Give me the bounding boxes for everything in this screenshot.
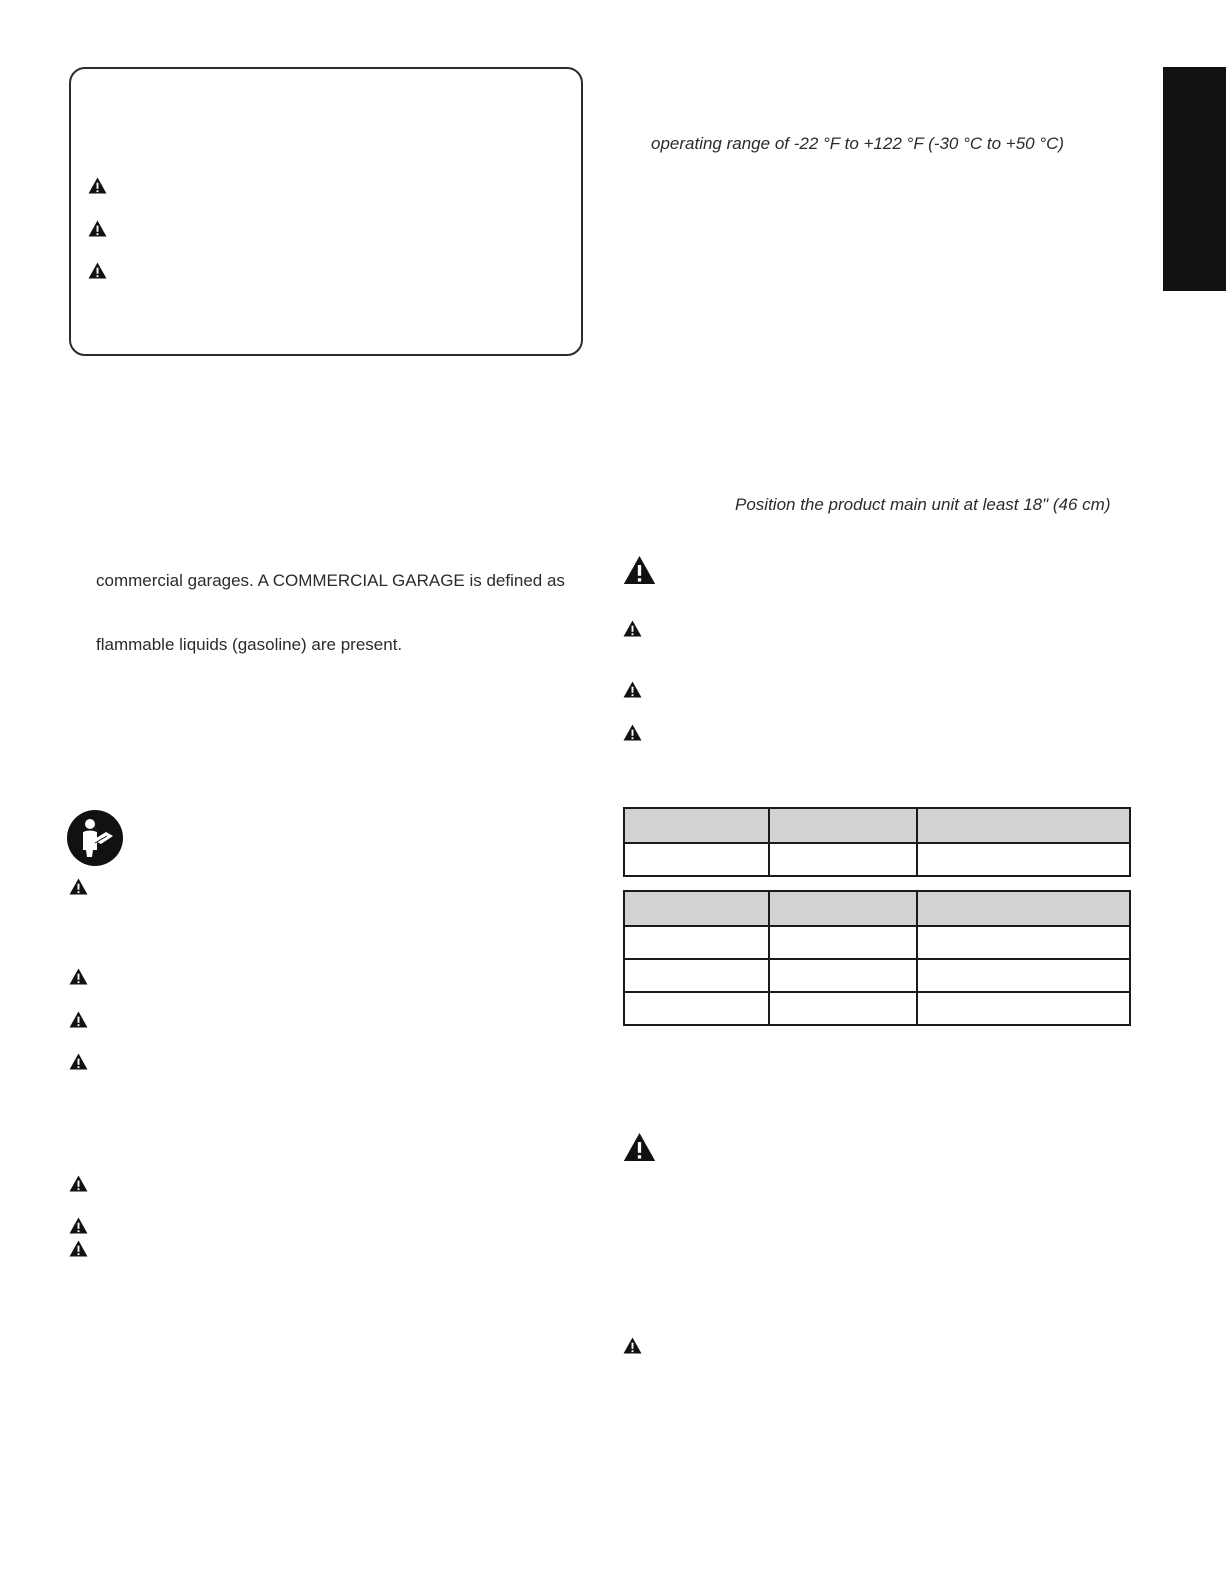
table-header-row (624, 891, 1130, 926)
table-cell (624, 959, 769, 992)
warning-triangle-icon (623, 681, 642, 698)
table-cell (769, 843, 917, 876)
warning-triangle-icon (69, 968, 88, 985)
warning-triangle-icon (623, 620, 642, 637)
operating-range-text: operating range of -22 °F to +122 °F (-30 °C to +50 °C) (651, 134, 1065, 153)
table-cell (624, 992, 769, 1025)
warning-triangle-icon (623, 1337, 642, 1354)
warning-triangle-icon (69, 1053, 88, 1070)
table-cell (624, 926, 769, 959)
warning-triangle-icon (69, 1240, 88, 1257)
table-cell (917, 992, 1130, 1025)
table-cell (769, 992, 917, 1025)
warning-triangle-icon (69, 1011, 88, 1028)
spec-table-2 (623, 890, 1131, 1026)
table-header-cell (917, 891, 1130, 926)
notice-box (69, 67, 583, 356)
read-manual-icon (67, 810, 123, 866)
garage-definition-line-1: commercial garages. A COMMERCIAL GARAGE is defined as (96, 571, 565, 590)
warning-triangle-icon (69, 878, 88, 895)
warning-triangle-icon (623, 724, 642, 741)
table-header-row (624, 808, 1130, 843)
warning-triangle-large-icon (623, 1132, 656, 1162)
table-header-cell (917, 808, 1130, 843)
position-note-text: Position the product main unit at least 18" (46 cm) (735, 495, 1111, 514)
warning-triangle-icon (88, 220, 107, 237)
language-tab (1163, 67, 1226, 291)
table-header-cell (769, 891, 917, 926)
table-header-cell (769, 808, 917, 843)
table-row (624, 959, 1130, 992)
warning-triangle-icon (88, 177, 107, 194)
warning-triangle-large-icon (623, 555, 656, 585)
table-cell (624, 843, 769, 876)
warning-triangle-icon (88, 262, 107, 279)
spec-table-1 (623, 807, 1131, 877)
table-header-cell (624, 891, 769, 926)
table-cell (917, 959, 1130, 992)
table-row (624, 992, 1130, 1025)
table-row (624, 926, 1130, 959)
table-cell (917, 843, 1130, 876)
garage-definition-line-2: flammable liquids (gasoline) are present. (96, 635, 403, 654)
table-cell (769, 926, 917, 959)
table-cell (769, 959, 917, 992)
table-header-cell (624, 808, 769, 843)
warning-triangle-icon (69, 1217, 88, 1234)
warning-triangle-icon (69, 1175, 88, 1192)
table-cell (917, 926, 1130, 959)
table-row (624, 843, 1130, 876)
